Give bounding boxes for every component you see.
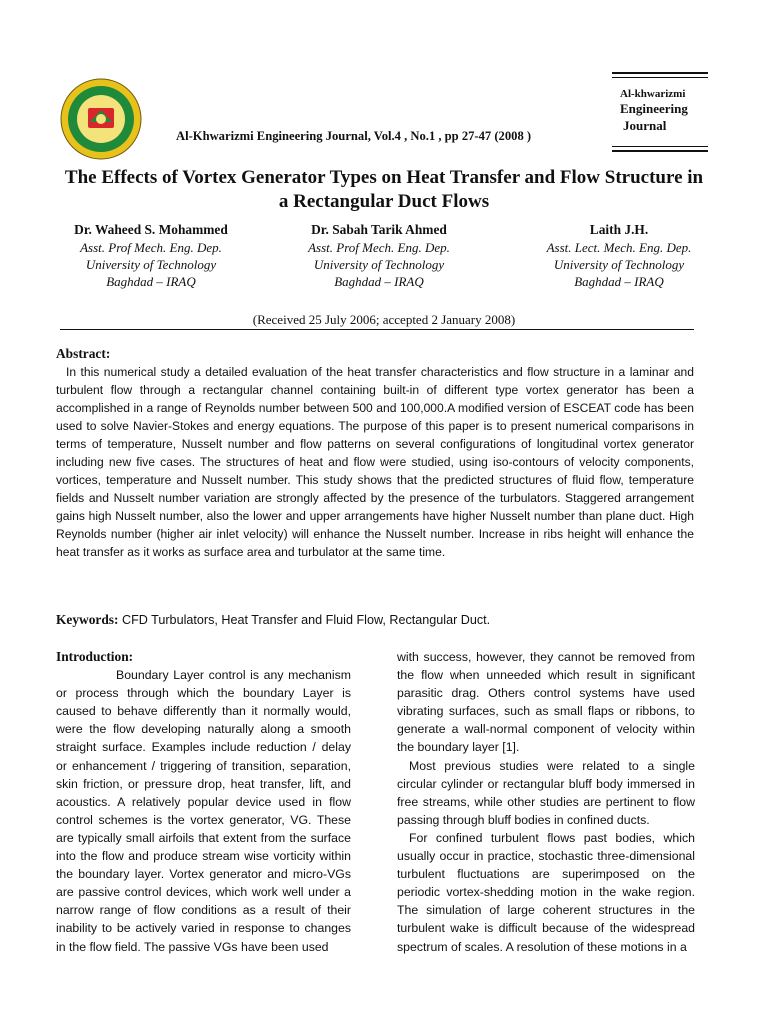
author-1 xyxy=(46,221,256,290)
divider xyxy=(612,150,708,152)
introduction-heading: Introduction: xyxy=(56,649,134,664)
journal-name-line3: Journal xyxy=(623,118,667,133)
divider xyxy=(612,146,708,147)
author-2 xyxy=(274,221,484,290)
author-institution: University of Technology xyxy=(313,257,445,272)
paper-title: The Effects of Vortex Generator Types on Heat Transfer and Flow Structure in a Rectangular Duct Flows xyxy=(64,167,704,212)
author-location: Baghdad – IRAQ xyxy=(334,274,424,289)
author-name: Dr. Waheed S. Mohammed xyxy=(74,222,228,237)
journal-citation: Al-Khwarizmi Engineering Journal, Vol.4 , No.1 , pp 27-47 (2008 ) xyxy=(176,129,532,143)
intro-paragraph: Most previous studies were related to a single circular cylinder or rectangular bluff body immersed in free streams, while other studies are pertinent to flow passing through bluff bodies in confined ducts. xyxy=(397,758,695,827)
keywords xyxy=(56,612,490,628)
keywords-text: CFD Turbulators, Heat Transfer and Fluid Flow, Rectangular Duct. xyxy=(121,613,491,627)
abstract-heading: Abstract: xyxy=(56,346,111,361)
author-location: Baghdad – IRAQ xyxy=(574,274,664,289)
intro-paragraph: with success, however, they cannot be removed from the flow when unneeded which result in significant parasitic drag. Others control systems have used vibrating surfaces, such as small flaps or ribbons, to generate a wall-normal component of velocity within the boundary layer [1]. xyxy=(397,650,695,755)
divider xyxy=(612,72,708,74)
journal-name-line2: Engineering xyxy=(620,101,688,116)
author-position: Asst. Prof Mech. Eng. Dep. xyxy=(308,240,450,255)
author-position: Asst. Prof Mech. Eng. Dep. xyxy=(80,240,222,255)
author-location: Baghdad – IRAQ xyxy=(106,274,196,289)
author-name: Laith J.H. xyxy=(589,222,649,237)
journal-logo xyxy=(60,78,142,160)
author-3 xyxy=(514,221,724,290)
intro-paragraph: Boundary Layer control is any mechanism or process through which the boundary Layer is caused to behave differently than it normally would, were the flow developing naturally along a smooth straight surface. Examples include reduction / delay or enhancement / triggering of transition, separation, skin friction, or pressure drop, heat transfer, lift, and acoustics. A relatively popular device used in flow control schemes is the vortex generator, VG. These are typically small airfoils that extent from the surface into the flow and produce stream wise vorticity within the boundary layer. Vortex generator and micro-VGs are passive control devices, which work well under a narrow range of flow conditions as a result of their inability to be actively varied in response to changes in the flow field. The passive VGs have been used xyxy=(56,668,351,954)
received-dates: (Received 25 July 2006; accepted 2 January 2008) xyxy=(252,312,516,327)
author-institution: University of Technology xyxy=(85,257,217,272)
author-institution: University of Technology xyxy=(553,257,685,272)
intro-paragraph: For confined turbulent flows past bodies, which usually occur in practice, stochastic three-dimensional turbulent fluctuations are superimposed on the periodic vortex-shedding motion in the wake region. The simulation of large coherent structures in the turbulent wake is difficult because of the widespread spectrum of scales. A resolution of these motions in a xyxy=(397,830,695,954)
intro-left-column xyxy=(56,648,351,956)
divider xyxy=(60,329,694,330)
journal-name-box xyxy=(612,88,708,134)
abstract-text: In this numerical study a detailed evaluation of the heat transfer characteristics and flow structure in a laminar and turbulent flow through a rectangular channel containing built-in of different type vortex generator has been a accomplished in a range of Reynolds number between 500 and 100,000.A modified version of ESCEAT code has been used to solve Navier-Stokes and energy equations. The purpose of this paper is to present numerical comparisons in terms of temperature, Nusselt number and flow patterns on several configurations of longitudinal vortex generator including new five cases. The structures of heat and flow were studied, using iso-contours of velocity components, vortices, temperature and Nusselt number. This study shows that the predicted structures of fluid flow, temperature fields and Nusselt number variation are strongly affected by the presence of the turbulators. Staggered arrangement gains high Nusselt number, also the lower and upper arrangements have higher Nusselt number than plane duct. High Reynolds number (higher air inlet velocity) will enhance the Nusselt number. Increase in ribs height will enhance the heat transfer as it works as surface area and turbulator at the same time. xyxy=(56,365,694,559)
intro-right-column xyxy=(397,648,695,956)
journal-name-line1: Al-khwarizmi xyxy=(620,88,686,100)
keywords-label: Keywords: xyxy=(56,612,119,627)
divider xyxy=(612,77,708,78)
author-position: Asst. Lect. Mech. Eng. Dep. xyxy=(546,240,692,255)
author-name: Dr. Sabah Tarik Ahmed xyxy=(311,222,447,237)
